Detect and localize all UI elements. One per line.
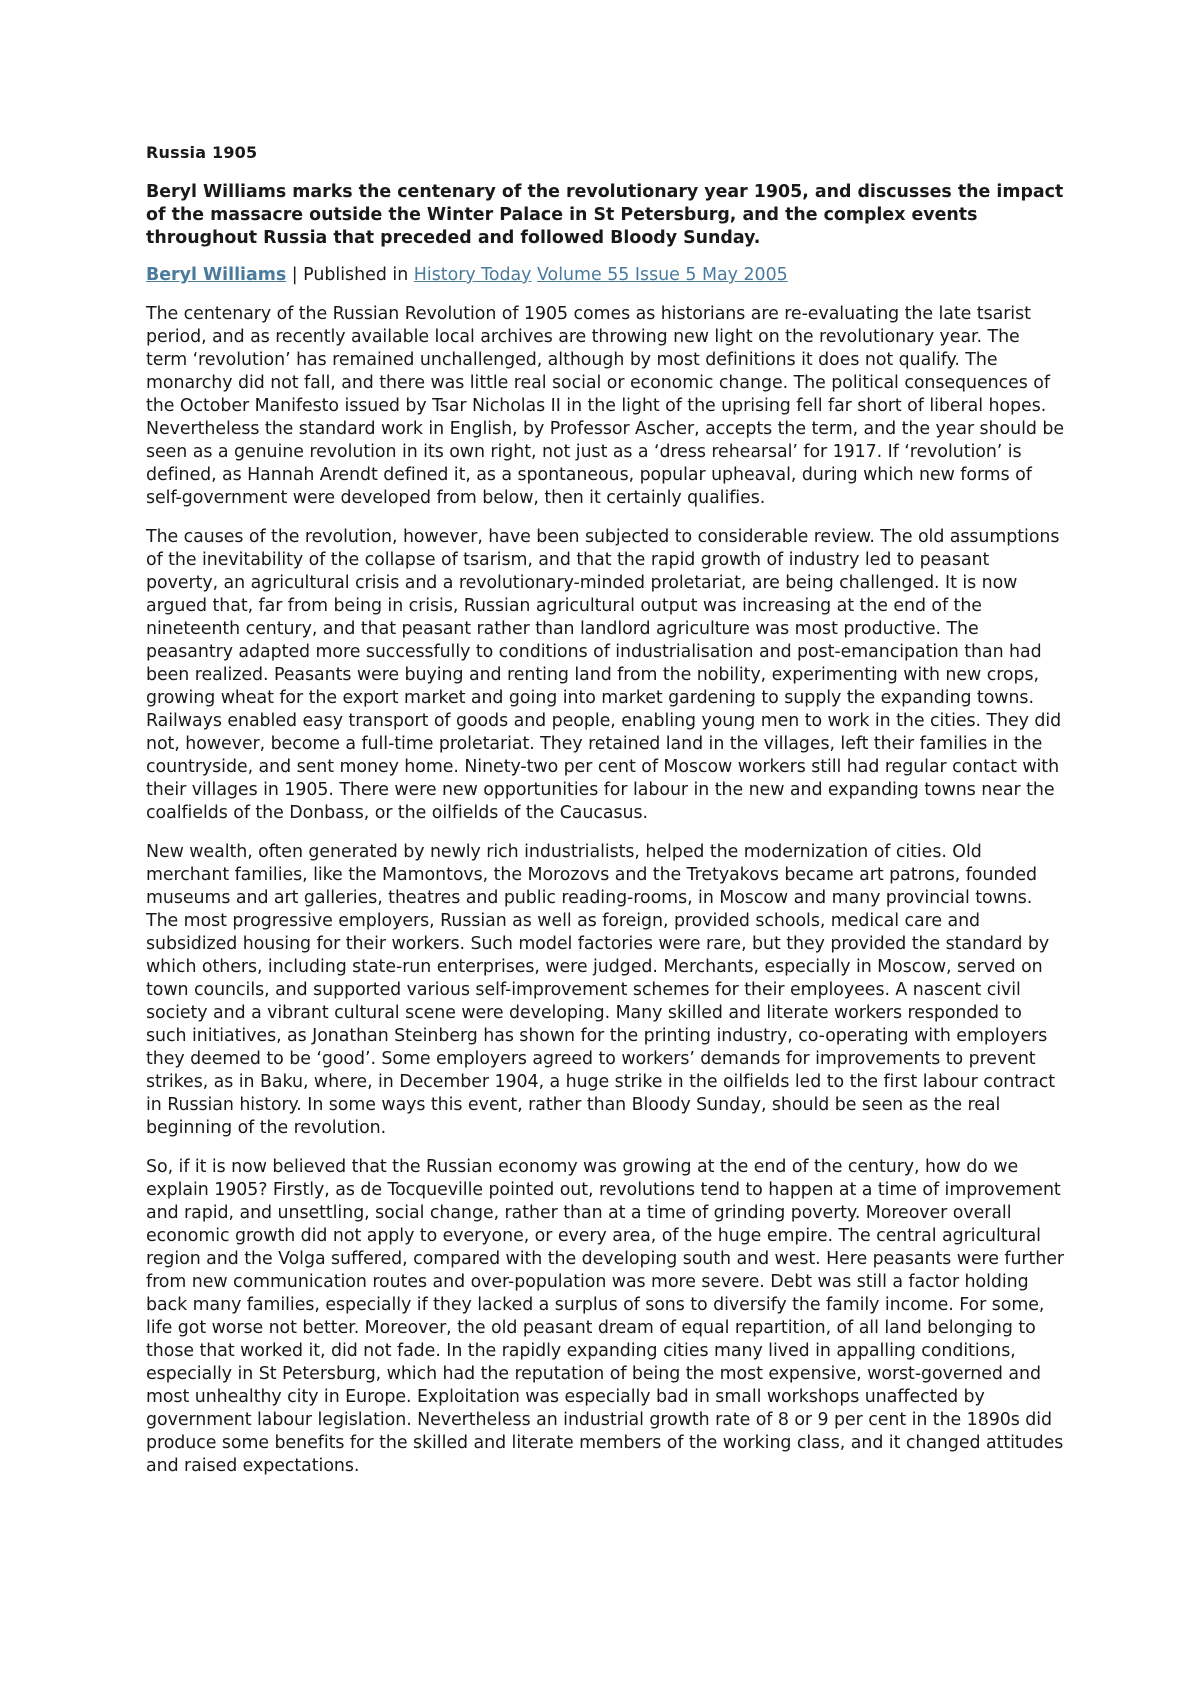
publication-link[interactable]: History Today <box>413 265 532 285</box>
body-paragraph: New wealth, often generated by newly rich industrialists, helped the modernization of cities. Old merchant families, like the Mamontovs, the Morozovs and the Tretyakovs became art patrons, founded museums and art galleries, theatres and public reading-rooms, in Moscow and many provincial towns. The most progressive employers, Russian as well as foreign, provided schools, medical care and subsidized housing for their workers. Such model factories were rare, but they provided the standard by which others, including state-run enterprises, were judged. Merchants, especially in Moscow, served on town councils, and supported various self-improvement schemes for their employees. A nascent civil society and a vibrant cultural scene were developing. Many skilled and literate workers responded to such initiatives, as Jonathan Steinberg has shown for the printing industry, co-operating with employers they deemed to be ‘good’. Some employers agreed to workers’ demands for improvements to prevent strikes, as in Baku, where, in December 1904, a huge strike in the oilfields led to the first labour contract in Russian history. In some ways this event, rather than Bloody Sunday, should be seen as the real beginning of the revolution. <box>146 842 1056 1138</box>
article-standfirst: Beryl Williams marks the centenary of the revolutionary year 1905, and discusses the impact of the massacre outside the Winter Palace in St Petersburg, and the complex events throughout Russia that preceded and followed Bloody Sunday. <box>146 182 1064 248</box>
issue-link[interactable]: Volume 55 Issue 5 May 2005 <box>537 265 788 285</box>
body-paragraph: The causes of the revolution, however, have been subjected to considerable review. The old assumptions of the inevitability of the collapse of tsarism, and that the rapid growth of industry led to peasant poverty, an agricultural crisis and a revolutionary-minded proletariat, are being challenged. It is now argued that, far from being in crisis, Russian agricultural output was increasing at the end of the nineteenth century, and that peasant rather than landlord agriculture was most productive. The peasantry adapted more successfully to conditions of industrialisation and post-emancipation than had been realized. Peasants were buying and renting land from the nobility, experimenting with new crops, growing wheat for the export market and going into market gardening to supply the expanding towns. Railways enabled easy transport of goods and people, enabling young men to work in the cities. They did not, however, become a full-time proletariat. They retained land in the villages, left their families in the countryside, and sent money home. Ninety-two per cent of Moscow workers still had regular contact with their villages in 1905. There were new opportunities for labour in the new and expanding towns near the coalfields of the Donbass, or the oilfields of the Caucasus. <box>146 527 1062 823</box>
author-link[interactable]: Beryl Williams <box>146 265 287 285</box>
byline <box>146 264 1066 287</box>
byline-separator: | Published in <box>286 265 414 285</box>
body-paragraph: So, if it is now believed that the Russian economy was growing at the end of the century, how do we explain 1905? Firstly, as de Tocqueville pointed out, revolutions tend to happen at a time of improvement and rapid, and unsettling, social change, rather than at a time of grinding poverty. Moreover overall economic growth did not apply to everyone, or every area, of the huge empire. The central agricultural region and the Volga suffered, compared with the developing south and west. Here peasants were further from new communication routes and over-population was more severe. Debt was still a factor holding back many families, especially if they lacked a surplus of sons to diversify the family income. For some, life got worse not better. Moreover, the old peasant dream of equal repartition, of all land belonging to those that worked it, did not fade. In the rapidly expanding cities many lived in appalling conditions, especially in St Petersburg, which had the reputation of being the most expensive, worst-governed and most unhealthy city in Europe. Exploitation was especially bad in small workshops unaffected by government labour legislation. Nevertheless an industrial growth rate of 8 or 9 per cent in the 1890s did produce some benefits for the skilled and literate members of the working class, and it changed attitudes and raised expectations. <box>146 1157 1065 1476</box>
article <box>146 143 1066 1494</box>
article-title: Russia 1905 <box>146 143 258 162</box>
body-paragraph: The centenary of the Russian Revolution of 1905 comes as historians are re-evaluating the late tsarist period, and as recently available local archives are throwing new light on the revolutionary year. The term ‘revolution’ has remained unchallenged, although by most definitions it does not qualify. The monarchy did not fall, and there was little real social or economic change. The political consequences of the October Manifesto issued by Tsar Nicholas II in the light of the uprising fell far short of liberal hopes. Nevertheless the standard work in English, by Professor Ascher, accepts the term, and the year should be seen as a genuine revolution in its own right, not just as a ‘dress rehearsal’ for 1917. If ‘revolution’ is defined, as Hannah Arendt defined it, as a spontaneous, popular upheaval, during which new forms of self-government were developed from below, then it certainly qualifies. <box>146 304 1064 508</box>
